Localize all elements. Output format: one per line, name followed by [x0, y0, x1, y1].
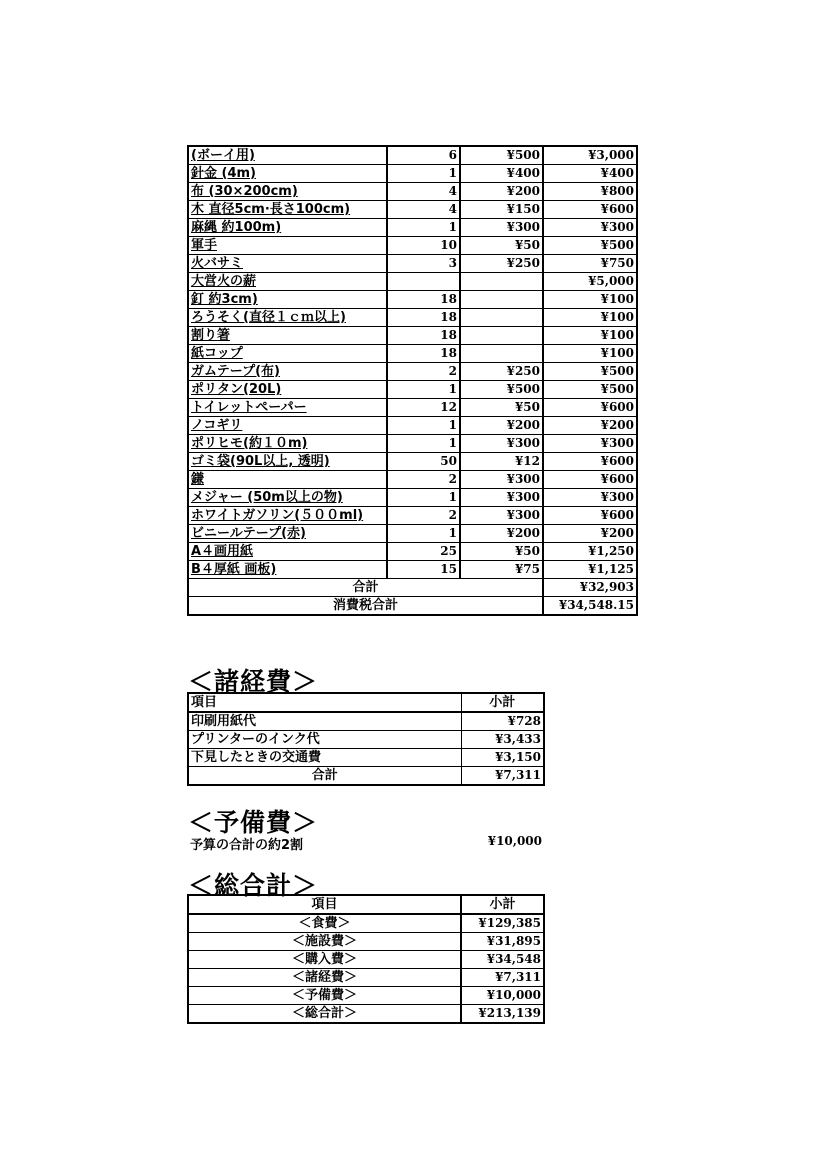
grand-row — [188, 914, 544, 933]
purchase-item-name: 木 直径5cm·長さ100cm) — [188, 201, 387, 219]
purchase-subtotal-value: ¥32,903 — [543, 579, 637, 597]
purchase-item-unit-price: ¥50 — [460, 399, 543, 417]
purchase-item-total: ¥100 — [543, 327, 637, 345]
purchase-item-qty: 2 — [387, 471, 460, 489]
purchase-tax-label: 消費税合計 — [188, 597, 543, 616]
purchase-item-unit-price — [460, 273, 543, 291]
purchase-item-unit-price — [460, 327, 543, 345]
grand-row — [188, 1005, 544, 1024]
purchase-item-unit-price — [460, 291, 543, 309]
purchase-row — [188, 489, 637, 507]
grand-item-value: ¥10,000 — [461, 987, 544, 1005]
misc-item-name: プリンターのインク代 — [188, 731, 461, 749]
purchase-row — [188, 327, 637, 345]
purchase-item-total: ¥200 — [543, 525, 637, 543]
purchase-row — [188, 345, 637, 363]
purchase-item-name: 釘 約3cm) — [188, 291, 387, 309]
purchase-item-name: 軍手 — [188, 237, 387, 255]
purchase-item-unit-price: ¥250 — [460, 255, 543, 273]
grand-total-table-body — [188, 914, 544, 1023]
purchase-item-qty: 6 — [387, 146, 460, 165]
purchase-row — [188, 219, 637, 237]
misc-heading: ＜諸経費＞ — [188, 667, 319, 696]
purchase-item-qty: 4 — [387, 201, 460, 219]
purchase-item-unit-price: ¥200 — [460, 183, 543, 201]
purchase-item-unit-price: ¥500 — [460, 381, 543, 399]
misc-total-value: ¥7,311 — [461, 767, 544, 786]
misc-table-body — [188, 712, 544, 767]
reserve-label: 予算の合計の約2割 — [190, 838, 304, 853]
purchase-item-name: A４画用紙 — [188, 543, 387, 561]
purchase-item-name: 布 (30×200cm) — [188, 183, 387, 201]
purchase-item-total: ¥300 — [543, 219, 637, 237]
purchase-item-unit-price — [460, 309, 543, 327]
purchase-item-name: B４厚紙 画板) — [188, 561, 387, 579]
purchase-item-total: ¥300 — [543, 435, 637, 453]
purchase-item-qty: 15 — [387, 561, 460, 579]
purchase-item-name: 火バサミ — [188, 255, 387, 273]
purchase-item-name: ビニールテープ(赤) — [188, 525, 387, 543]
purchase-item-name: ノコギリ — [188, 417, 387, 435]
purchase-item-total: ¥600 — [543, 471, 637, 489]
purchase-item-total: ¥750 — [543, 255, 637, 273]
purchase-item-total: ¥100 — [543, 291, 637, 309]
purchase-item-qty: 10 — [387, 237, 460, 255]
purchase-row — [188, 417, 637, 435]
grand-row — [188, 933, 544, 951]
grand-col-subtotal: 小計 — [461, 895, 544, 914]
grand-total-heading: ＜総合計＞ — [188, 871, 319, 900]
purchase-item-total: ¥1,125 — [543, 561, 637, 579]
grand-item-name: ＜予備費＞ — [188, 987, 461, 1005]
purchase-item-total: ¥1,250 — [543, 543, 637, 561]
grand-item-value: ¥31,895 — [461, 933, 544, 951]
purchase-subtotal-row — [188, 579, 637, 597]
grand-row — [188, 951, 544, 969]
purchase-item-unit-price: ¥400 — [460, 165, 543, 183]
misc-header-row — [188, 693, 544, 712]
reserve-value: ¥10,000 — [487, 834, 542, 848]
misc-row — [188, 731, 544, 749]
purchase-row — [188, 543, 637, 561]
purchase-item-qty: 3 — [387, 255, 460, 273]
purchase-item-unit-price: ¥12 — [460, 453, 543, 471]
misc-col-item: 項目 — [188, 693, 461, 712]
purchase-item-total: ¥3,000 — [543, 146, 637, 165]
purchase-item-qty: 4 — [387, 183, 460, 201]
purchase-row — [188, 183, 637, 201]
purchase-item-unit-price: ¥250 — [460, 363, 543, 381]
purchase-item-name: (ボーイ用) — [188, 146, 387, 165]
purchase-item-total: ¥400 — [543, 165, 637, 183]
misc-row — [188, 712, 544, 731]
purchase-row — [188, 146, 637, 165]
purchase-row — [188, 201, 637, 219]
purchase-item-name: メジャー (50m以上の物) — [188, 489, 387, 507]
purchase-row — [188, 435, 637, 453]
purchase-item-unit-price: ¥200 — [460, 417, 543, 435]
purchase-item-qty: 18 — [387, 291, 460, 309]
purchase-item-unit-price: ¥300 — [460, 435, 543, 453]
purchase-item-total: ¥600 — [543, 507, 637, 525]
purchase-row — [188, 291, 637, 309]
grand-col-item: 項目 — [188, 895, 461, 914]
purchase-item-name: ろうそく(直径１ｃｍ以上) — [188, 309, 387, 327]
purchase-item-qty: 18 — [387, 309, 460, 327]
purchase-item-qty: 2 — [387, 507, 460, 525]
purchase-subtotal-label: 合計 — [188, 579, 543, 597]
purchase-row — [188, 471, 637, 489]
purchase-item-name: 大営火の薪 — [188, 273, 387, 291]
purchase-item-total: ¥600 — [543, 453, 637, 471]
purchase-item-qty: 18 — [387, 327, 460, 345]
purchase-row — [188, 399, 637, 417]
purchase-item-name: ガムテープ(布) — [188, 363, 387, 381]
purchase-item-unit-price: ¥300 — [460, 489, 543, 507]
purchase-item-total: ¥200 — [543, 417, 637, 435]
purchase-item-name: 麻縄 約100m) — [188, 219, 387, 237]
misc-item-value: ¥3,433 — [461, 731, 544, 749]
grand-row — [188, 969, 544, 987]
purchase-item-name: トイレットペーパー — [188, 399, 387, 417]
purchase-item-unit-price: ¥75 — [460, 561, 543, 579]
purchase-item-total: ¥600 — [543, 201, 637, 219]
grand-item-value: ¥34,548 — [461, 951, 544, 969]
purchase-item-unit-price: ¥50 — [460, 543, 543, 561]
purchase-row — [188, 273, 637, 291]
misc-total-row — [188, 767, 544, 786]
grand-item-name: ＜諸経費＞ — [188, 969, 461, 987]
misc-col-subtotal: 小計 — [461, 693, 544, 712]
purchase-item-total: ¥500 — [543, 381, 637, 399]
grand-item-value: ¥129,385 — [461, 914, 544, 933]
purchase-row — [188, 381, 637, 399]
misc-total-label: 合計 — [188, 767, 461, 786]
grand-item-name: ＜施設費＞ — [188, 933, 461, 951]
purchase-item-name: 紙コップ — [188, 345, 387, 363]
purchase-item-unit-price — [460, 345, 543, 363]
misc-item-value: ¥3,150 — [461, 749, 544, 767]
purchase-item-qty: 1 — [387, 525, 460, 543]
purchase-item-unit-price: ¥300 — [460, 219, 543, 237]
misc-item-value: ¥728 — [461, 712, 544, 731]
purchase-item-unit-price: ¥150 — [460, 201, 543, 219]
purchase-item-qty: 1 — [387, 435, 460, 453]
purchase-item-name: 鎌 — [188, 471, 387, 489]
grand-item-name: ＜総合計＞ — [188, 1005, 461, 1024]
purchase-item-qty: 2 — [387, 363, 460, 381]
purchase-item-unit-price: ¥300 — [460, 507, 543, 525]
purchase-item-qty: 25 — [387, 543, 460, 561]
purchase-row — [188, 507, 637, 525]
purchase-item-qty: 1 — [387, 219, 460, 237]
purchase-item-name: ゴミ袋(90L以上, 透明) — [188, 453, 387, 471]
misc-row — [188, 749, 544, 767]
purchase-tax-value: ¥34,548.15 — [543, 597, 637, 616]
purchase-item-total: ¥500 — [543, 363, 637, 381]
reserve-heading: ＜予備費＞ — [188, 808, 319, 837]
reserve-row — [190, 834, 542, 852]
purchase-item-qty — [387, 273, 460, 291]
purchase-row — [188, 453, 637, 471]
purchase-table-body — [188, 146, 637, 579]
purchase-item-qty: 1 — [387, 417, 460, 435]
purchase-item-qty: 1 — [387, 381, 460, 399]
purchase-row — [188, 237, 637, 255]
grand-item-name: ＜食費＞ — [188, 914, 461, 933]
purchase-item-qty: 50 — [387, 453, 460, 471]
purchase-item-total: ¥300 — [543, 489, 637, 507]
grand-item-value: ¥7,311 — [461, 969, 544, 987]
purchase-item-qty: 1 — [387, 489, 460, 507]
purchase-row — [188, 561, 637, 579]
misc-table — [187, 692, 545, 786]
purchase-item-qty: 12 — [387, 399, 460, 417]
purchase-item-qty: 1 — [387, 165, 460, 183]
purchase-row — [188, 255, 637, 273]
purchase-item-total: ¥5,000 — [543, 273, 637, 291]
grand-total-table — [187, 894, 545, 1024]
purchase-item-total: ¥500 — [543, 237, 637, 255]
purchase-item-name: 割り箸 — [188, 327, 387, 345]
purchase-tax-row — [188, 597, 637, 616]
purchase-row — [188, 309, 637, 327]
misc-item-name: 下見したときの交通費 — [188, 749, 461, 767]
grand-header-row — [188, 895, 544, 914]
purchase-row — [188, 525, 637, 543]
purchase-row — [188, 363, 637, 381]
purchase-item-total: ¥100 — [543, 309, 637, 327]
purchase-item-name: 針金 (4m) — [188, 165, 387, 183]
purchase-item-qty: 18 — [387, 345, 460, 363]
grand-item-name: ＜購入費＞ — [188, 951, 461, 969]
purchase-item-unit-price: ¥200 — [460, 525, 543, 543]
purchase-item-name: ポリヒモ(約１０m) — [188, 435, 387, 453]
purchase-item-unit-price: ¥500 — [460, 146, 543, 165]
purchase-table — [187, 145, 638, 616]
purchase-item-total: ¥800 — [543, 183, 637, 201]
grand-item-value: ¥213,139 — [461, 1005, 544, 1024]
grand-row — [188, 987, 544, 1005]
purchase-item-name: ホワイトガソリン(５００ml) — [188, 507, 387, 525]
purchase-row — [188, 165, 637, 183]
purchase-item-unit-price: ¥300 — [460, 471, 543, 489]
purchase-item-name: ポリタン(20L) — [188, 381, 387, 399]
purchase-item-total: ¥600 — [543, 399, 637, 417]
purchase-item-total: ¥100 — [543, 345, 637, 363]
misc-item-name: 印刷用紙代 — [188, 712, 461, 731]
purchase-item-unit-price: ¥50 — [460, 237, 543, 255]
